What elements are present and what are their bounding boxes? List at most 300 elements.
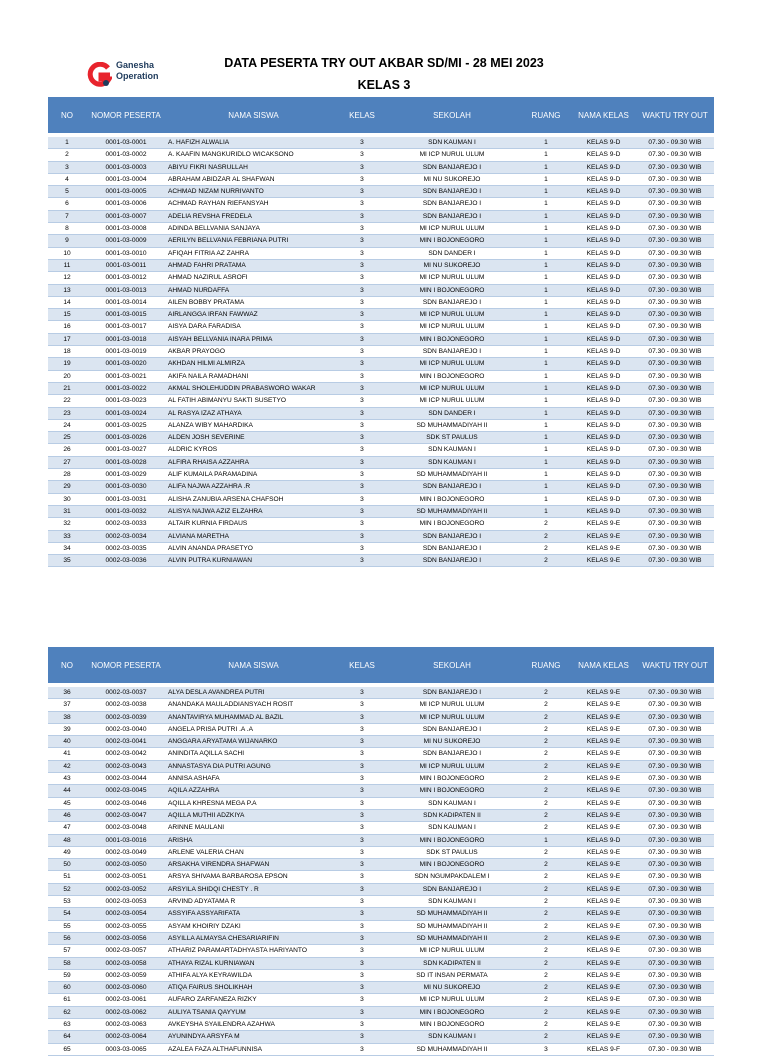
col-nomor-peserta-cell: 0001-03-0027 xyxy=(86,444,166,456)
document-title: DATA PESERTA TRY OUT AKBAR SD/MI - 28 MEI 2023 xyxy=(224,56,544,70)
col-no-cell: 32 xyxy=(48,518,86,530)
col-no-cell: 59 xyxy=(48,969,86,981)
col-waktu-cell: 07.30 - 09.30 WIB xyxy=(636,137,714,149)
col-nama-kelas-cell: KELAS 9-D xyxy=(571,284,636,296)
col-kelas-cell: 3 xyxy=(341,173,383,185)
col-nama-kelas-cell: KELAS 9-E xyxy=(571,920,636,932)
col-nomor-peserta-cell: 0002-03-0038 xyxy=(86,699,166,711)
col-sekolah-cell: SDN BANJAREJO I xyxy=(383,883,521,895)
col-ruang-cell: 2 xyxy=(521,994,571,1006)
col-sekolah-cell: MIN I BOJONEGORO xyxy=(383,1006,521,1018)
col-kelas-cell: 3 xyxy=(341,1043,383,1055)
col-nama-kelas-cell: KELAS 9-D xyxy=(571,321,636,333)
table-row xyxy=(48,395,714,407)
table-row xyxy=(48,542,714,554)
col-nama-siswa-cell: ASYAM KHOIRIY DZAKI xyxy=(166,920,341,932)
col-no-cell: 14 xyxy=(48,296,86,308)
col-kelas-cell: 3 xyxy=(341,235,383,247)
table-row xyxy=(48,846,714,858)
col-ruang-cell: 1 xyxy=(521,505,571,517)
col-nama-siswa-cell: ASSYIFA ASSYARIFATA xyxy=(166,908,341,920)
col-nama-siswa-cell: ALANZA WIBY MAHARDIKA xyxy=(166,419,341,431)
col-waktu-cell: 07.30 - 09.30 WIB xyxy=(636,247,714,259)
table-row xyxy=(48,736,714,748)
col-nama-siswa-cell: ATHAYA RIZAL KURNIAWAN xyxy=(166,957,341,969)
col-waktu-cell: 07.30 - 09.30 WIB xyxy=(636,957,714,969)
col-sekolah-cell: SD MUHAMMADIYAH II xyxy=(383,932,521,944)
col-nomor-peserta-cell: 0002-03-0046 xyxy=(86,797,166,809)
col-ruang-cell: 2 xyxy=(521,518,571,530)
col-nomor-peserta-cell: 0001-03-0022 xyxy=(86,382,166,394)
col-kelas-cell: 3 xyxy=(341,149,383,161)
col-nama-siswa-cell: ANANTAVIRYA MUHAMMAD AL BAZIL xyxy=(166,711,341,723)
col-sekolah-cell: SDN NGUMPAKDALEM I xyxy=(383,871,521,883)
col-nama-kelas-header: NAMA KELAS xyxy=(571,647,636,683)
col-kelas-cell: 3 xyxy=(341,259,383,271)
col-no-cell: 45 xyxy=(48,797,86,809)
col-nama-siswa-header: NAMA SISWA xyxy=(166,97,341,133)
col-nama-siswa-cell: ALIFA NAJWA AZZAHRA .R xyxy=(166,481,341,493)
col-waktu-cell: 07.30 - 09.30 WIB xyxy=(636,945,714,957)
col-waktu-cell: 07.30 - 09.30 WIB xyxy=(636,542,714,554)
table-row xyxy=(48,699,714,711)
col-sekolah-cell: MI NU SUKOREJO xyxy=(383,259,521,271)
col-nama-siswa-cell: AYUNINDYA ARSYFA M xyxy=(166,1031,341,1043)
col-nama-kelas-cell: KELAS 9-E xyxy=(571,748,636,760)
col-no-cell: 34 xyxy=(48,542,86,554)
col-ruang-cell: 1 xyxy=(521,173,571,185)
table-row xyxy=(48,994,714,1006)
col-ruang-cell: 2 xyxy=(521,542,571,554)
col-no-cell: 16 xyxy=(48,321,86,333)
col-no-cell: 47 xyxy=(48,822,86,834)
col-nama-kelas-cell: KELAS 9-E xyxy=(571,1006,636,1018)
col-nomor-peserta-cell: 0001-03-0023 xyxy=(86,395,166,407)
col-nomor-peserta-cell: 0001-03-0025 xyxy=(86,419,166,431)
logo-line1: Ganesha xyxy=(116,60,155,70)
col-nama-siswa-cell: ATIQA FAIRUS SHOLIKHAH xyxy=(166,982,341,994)
col-ruang-cell: 2 xyxy=(521,555,571,567)
col-waktu-cell: 07.30 - 09.30 WIB xyxy=(636,982,714,994)
table-row xyxy=(48,358,714,370)
col-nomor-peserta-cell: 0002-03-0056 xyxy=(86,932,166,944)
col-sekolah-cell: MI ICP NURUL ULUM xyxy=(383,223,521,235)
col-no-cell: 48 xyxy=(48,834,86,846)
col-nama-siswa-cell: ALISHA ZANUBIA ARSENA CHAFSOH xyxy=(166,493,341,505)
col-sekolah-cell: MI ICP NURUL ULUM xyxy=(383,149,521,161)
col-no-cell: 10 xyxy=(48,247,86,259)
table-row xyxy=(48,518,714,530)
col-sekolah-cell: SDN KAUMAN I xyxy=(383,1031,521,1043)
col-sekolah-cell: MI ICP NURUL ULUM xyxy=(383,994,521,1006)
col-nama-kelas-cell: KELAS 9-E xyxy=(571,736,636,748)
col-nomor-peserta-cell: 0002-03-0048 xyxy=(86,822,166,834)
col-waktu-cell: 07.30 - 09.30 WIB xyxy=(636,773,714,785)
col-kelas-cell: 3 xyxy=(341,518,383,530)
col-no-cell: 31 xyxy=(48,505,86,517)
col-no-cell: 6 xyxy=(48,198,86,210)
col-kelas-cell: 3 xyxy=(341,284,383,296)
col-no-cell: 8 xyxy=(48,223,86,235)
col-no-cell: 26 xyxy=(48,444,86,456)
col-sekolah-cell: SD MUHAMMADIYAH II xyxy=(383,469,521,481)
col-waktu-cell: 07.30 - 09.30 WIB xyxy=(636,493,714,505)
col-kelas-cell: 3 xyxy=(341,210,383,222)
col-sekolah-cell: SD MUHAMMADIYAH II xyxy=(383,1043,521,1055)
col-nama-kelas-cell: KELAS 9-E xyxy=(571,699,636,711)
col-sekolah-cell: SDN KADIPATEN II xyxy=(383,957,521,969)
col-kelas-cell: 3 xyxy=(341,137,383,149)
col-kelas-cell: 3 xyxy=(341,699,383,711)
table-row xyxy=(48,711,714,723)
col-kelas-cell: 3 xyxy=(341,419,383,431)
col-nama-kelas-cell: KELAS 9-D xyxy=(571,395,636,407)
col-ruang-cell: 1 xyxy=(521,395,571,407)
col-kelas-cell: 3 xyxy=(341,1006,383,1018)
col-nama-siswa-cell: ANNASTASYA DIA PUTRI AGUNG xyxy=(166,760,341,772)
col-kelas-cell: 3 xyxy=(341,846,383,858)
col-ruang-cell: 2 xyxy=(521,846,571,858)
col-kelas-cell: 3 xyxy=(341,711,383,723)
col-sekolah-cell: MIN I BOJONEGORO xyxy=(383,1019,521,1031)
col-nama-siswa-cell: AILEN BOBBY PRATAMA xyxy=(166,296,341,308)
col-sekolah-cell: MIN I BOJONEGORO xyxy=(383,785,521,797)
col-sekolah-cell: MIN I BOJONEGORO xyxy=(383,834,521,846)
table-row xyxy=(48,1019,714,1031)
col-kelas-header: KELAS xyxy=(341,97,383,133)
col-no-cell: 30 xyxy=(48,493,86,505)
col-nama-siswa-cell: ALVIANA MARETHA xyxy=(166,530,341,542)
col-nomor-peserta-cell: 0001-03-0007 xyxy=(86,210,166,222)
col-sekolah-cell: SDN BANJAREJO I xyxy=(383,542,521,554)
table-row xyxy=(48,186,714,198)
col-waktu-cell: 07.30 - 09.30 WIB xyxy=(636,883,714,895)
col-nama-kelas-cell: KELAS 9-D xyxy=(571,469,636,481)
col-nama-kelas-cell: KELAS 9-E xyxy=(571,711,636,723)
col-nomor-peserta-cell: 0001-03-0005 xyxy=(86,186,166,198)
col-nama-siswa-cell: ALVIN PUTRA KURNIAWAN xyxy=(166,555,341,567)
col-nama-siswa-cell: ANINDITA AQILLA SACHI xyxy=(166,748,341,760)
col-nomor-peserta-cell: 0001-03-0009 xyxy=(86,235,166,247)
col-sekolah-cell: MI ICP NURUL ULUM xyxy=(383,321,521,333)
table-row xyxy=(48,773,714,785)
col-waktu-cell: 07.30 - 09.30 WIB xyxy=(636,822,714,834)
col-nama-siswa-cell: AERILYN BELLVANIA FEBRIANA PUTRI xyxy=(166,235,341,247)
col-nama-kelas-cell: KELAS 9-D xyxy=(571,432,636,444)
col-waktu-cell: 07.30 - 09.30 WIB xyxy=(636,333,714,345)
col-no-cell: 36 xyxy=(48,687,86,699)
col-sekolah-cell: SD MUHAMMADIYAH II xyxy=(383,920,521,932)
col-sekolah-cell: MI ICP NURUL ULUM xyxy=(383,395,521,407)
col-nama-kelas-cell: KELAS 9-D xyxy=(571,247,636,259)
col-waktu-cell: 07.30 - 09.30 WIB xyxy=(636,1043,714,1055)
table-row xyxy=(48,333,714,345)
col-ruang-header: RUANG xyxy=(521,647,571,683)
col-no-cell: 24 xyxy=(48,419,86,431)
col-waktu-cell: 07.30 - 09.30 WIB xyxy=(636,382,714,394)
col-kelas-cell: 3 xyxy=(341,247,383,259)
col-ruang-cell: 1 xyxy=(521,137,571,149)
col-nama-siswa-cell: AIRLANGGA IRFAN FAWWAZ xyxy=(166,309,341,321)
col-waktu-cell: 07.30 - 09.30 WIB xyxy=(636,797,714,809)
col-kelas-cell: 3 xyxy=(341,198,383,210)
col-waktu-cell: 07.30 - 09.30 WIB xyxy=(636,149,714,161)
col-nomor-peserta-cell: 0002-03-0036 xyxy=(86,555,166,567)
col-kelas-cell: 3 xyxy=(341,555,383,567)
col-nama-kelas-cell: KELAS 9-D xyxy=(571,444,636,456)
col-sekolah-cell: MI ICP NURUL ULUM xyxy=(383,945,521,957)
col-waktu-cell: 07.30 - 09.30 WIB xyxy=(636,871,714,883)
col-waktu-header: WAKTU TRY OUT xyxy=(636,97,714,133)
col-nama-kelas-cell: KELAS 9-D xyxy=(571,259,636,271)
col-ruang-cell: 1 xyxy=(521,370,571,382)
col-sekolah-cell: MI NU SUKOREJO xyxy=(383,736,521,748)
col-sekolah-cell: MI ICP NURUL ULUM xyxy=(383,358,521,370)
col-nomor-peserta-cell: 0002-03-0039 xyxy=(86,711,166,723)
col-nomor-peserta-cell: 0001-03-0031 xyxy=(86,493,166,505)
col-ruang-cell: 1 xyxy=(521,358,571,370)
col-waktu-cell: 07.30 - 09.30 WIB xyxy=(636,994,714,1006)
col-nomor-peserta-cell: 0001-03-0003 xyxy=(86,161,166,173)
col-nomor-peserta-cell: 0002-03-0050 xyxy=(86,859,166,871)
col-sekolah-cell: MIN I BOJONEGORO xyxy=(383,333,521,345)
table-row xyxy=(48,687,714,699)
col-no-cell: 20 xyxy=(48,370,86,382)
col-nama-kelas-cell: KELAS 9-D xyxy=(571,407,636,419)
col-sekolah-cell: MIN I BOJONEGORO xyxy=(383,859,521,871)
col-kelas-cell: 3 xyxy=(341,469,383,481)
col-waktu-cell: 07.30 - 09.30 WIB xyxy=(636,284,714,296)
col-nama-siswa-cell: ACHMAD NIZAM NURRIVANTO xyxy=(166,186,341,198)
table-row xyxy=(48,481,714,493)
col-nomor-peserta-cell: 0001-03-0010 xyxy=(86,247,166,259)
table-row xyxy=(48,505,714,517)
col-nama-siswa-cell: ALDEN JOSH SEVERINE xyxy=(166,432,341,444)
table-row xyxy=(48,883,714,895)
col-kelas-cell: 3 xyxy=(341,542,383,554)
col-ruang-cell: 1 xyxy=(521,432,571,444)
col-no-cell: 51 xyxy=(48,871,86,883)
col-nomor-peserta-header: NOMOR PESERTA xyxy=(86,97,166,133)
col-sekolah-cell: MI ICP NURUL ULUM xyxy=(383,699,521,711)
col-kelas-cell: 3 xyxy=(341,883,383,895)
col-nama-kelas-cell: KELAS 9-D xyxy=(571,834,636,846)
col-ruang-cell: 2 xyxy=(521,760,571,772)
col-ruang-cell: 1 xyxy=(521,186,571,198)
col-nama-siswa-cell: AZALEA FAZA ALTHAFUNNISA xyxy=(166,1043,341,1055)
col-waktu-cell: 07.30 - 09.30 WIB xyxy=(636,555,714,567)
col-waktu-cell: 07.30 - 09.30 WIB xyxy=(636,846,714,858)
table-row xyxy=(48,760,714,772)
col-no-cell: 33 xyxy=(48,530,86,542)
col-nama-kelas-cell: KELAS 9-E xyxy=(571,957,636,969)
col-nomor-peserta-cell: 0002-03-0034 xyxy=(86,530,166,542)
col-nama-siswa-cell: ALVIN ANANDA PRASETYO xyxy=(166,542,341,554)
col-ruang-cell: 1 xyxy=(521,296,571,308)
col-no-cell: 3 xyxy=(48,161,86,173)
participant-table-page-2 xyxy=(48,647,714,1056)
col-waktu-cell: 07.30 - 09.30 WIB xyxy=(636,198,714,210)
col-nama-kelas-cell: KELAS 9-D xyxy=(571,382,636,394)
col-ruang-cell: 1 xyxy=(521,149,571,161)
col-kelas-cell: 3 xyxy=(341,932,383,944)
col-ruang-cell: 3 xyxy=(521,1043,571,1055)
col-no-cell: 11 xyxy=(48,259,86,271)
col-waktu-cell: 07.30 - 09.30 WIB xyxy=(636,785,714,797)
col-nama-kelas-cell: KELAS 9-E xyxy=(571,723,636,735)
col-waktu-cell: 07.30 - 09.30 WIB xyxy=(636,419,714,431)
col-kelas-cell: 3 xyxy=(341,444,383,456)
col-kelas-cell: 3 xyxy=(341,945,383,957)
col-nama-siswa-cell: ALFIRA RHAISA AZZAHRA xyxy=(166,456,341,468)
table-row xyxy=(48,444,714,456)
col-kelas-cell: 3 xyxy=(341,969,383,981)
table-row xyxy=(48,908,714,920)
col-sekolah-cell: SDN KAUMAN I xyxy=(383,797,521,809)
table-row xyxy=(48,284,714,296)
col-ruang-cell: 2 xyxy=(521,699,571,711)
col-sekolah-cell: SDN BANJAREJO I xyxy=(383,186,521,198)
col-ruang-cell: 2 xyxy=(521,1006,571,1018)
col-nama-siswa-cell: ADELIA REVSHA FREDELA xyxy=(166,210,341,222)
col-kelas-cell: 3 xyxy=(341,760,383,772)
col-kelas-cell: 3 xyxy=(341,809,383,821)
col-kelas-cell: 3 xyxy=(341,994,383,1006)
col-nama-kelas-cell: KELAS 9-E xyxy=(571,908,636,920)
col-ruang-cell: 1 xyxy=(521,161,571,173)
col-nomor-peserta-cell: 0002-03-0045 xyxy=(86,785,166,797)
col-nama-kelas-cell: KELAS 9-E xyxy=(571,1031,636,1043)
col-nomor-peserta-cell: 0002-03-0059 xyxy=(86,969,166,981)
col-kelas-cell: 3 xyxy=(341,797,383,809)
col-kelas-cell: 3 xyxy=(341,896,383,908)
col-nama-kelas-cell: KELAS 9-E xyxy=(571,1019,636,1031)
col-ruang-cell: 1 xyxy=(521,309,571,321)
col-sekolah-cell: SDN KAUMAN I xyxy=(383,137,521,149)
col-nama-siswa-cell: ADINDA BELLVANIA SANJAYA xyxy=(166,223,341,235)
col-nama-siswa-cell: ARSYA SHIVAMA BARBAROSA EPSON xyxy=(166,871,341,883)
col-no-cell: 56 xyxy=(48,932,86,944)
col-nama-siswa-cell: ARINNE MAULANI xyxy=(166,822,341,834)
col-no-cell: 62 xyxy=(48,1006,86,1018)
table-row xyxy=(48,419,714,431)
col-sekolah-cell: SDK ST PAULUS xyxy=(383,846,521,858)
col-waktu-cell: 07.30 - 09.30 WIB xyxy=(636,760,714,772)
col-nama-kelas-cell: KELAS 9-E xyxy=(571,982,636,994)
col-nama-kelas-cell: KELAS 9-D xyxy=(571,173,636,185)
col-waktu-cell: 07.30 - 09.30 WIB xyxy=(636,321,714,333)
col-no-cell: 9 xyxy=(48,235,86,247)
col-no-cell: 54 xyxy=(48,908,86,920)
col-ruang-cell: 1 xyxy=(521,346,571,358)
col-sekolah-header: SEKOLAH xyxy=(383,647,521,683)
col-ruang-cell: 2 xyxy=(521,809,571,821)
col-ruang-cell: 1 xyxy=(521,259,571,271)
table-row xyxy=(48,235,714,247)
col-waktu-cell: 07.30 - 09.30 WIB xyxy=(636,530,714,542)
table-row xyxy=(48,321,714,333)
col-no-cell: 43 xyxy=(48,773,86,785)
col-nomor-peserta-cell: 0001-03-0015 xyxy=(86,309,166,321)
col-waktu-cell: 07.30 - 09.30 WIB xyxy=(636,687,714,699)
col-waktu-header: WAKTU TRY OUT xyxy=(636,647,714,683)
col-sekolah-cell: SDN BANJAREJO I xyxy=(383,210,521,222)
col-sekolah-header: SEKOLAH xyxy=(383,97,521,133)
col-no-cell: 21 xyxy=(48,382,86,394)
col-kelas-cell: 3 xyxy=(341,223,383,235)
col-nomor-peserta-cell: 0001-03-0001 xyxy=(86,137,166,149)
col-sekolah-cell: MIN I BOJONEGORO xyxy=(383,773,521,785)
col-kelas-cell: 3 xyxy=(341,358,383,370)
col-waktu-cell: 07.30 - 09.30 WIB xyxy=(636,908,714,920)
col-waktu-cell: 07.30 - 09.30 WIB xyxy=(636,186,714,198)
col-ruang-cell: 2 xyxy=(521,797,571,809)
col-nomor-peserta-cell: 0002-03-0042 xyxy=(86,748,166,760)
col-nama-siswa-cell: ANGELA PRISA PUTRI .A .A xyxy=(166,723,341,735)
col-ruang-cell: 1 xyxy=(521,456,571,468)
col-waktu-cell: 07.30 - 09.30 WIB xyxy=(636,210,714,222)
col-waktu-cell: 07.30 - 09.30 WIB xyxy=(636,173,714,185)
col-ruang-cell: 1 xyxy=(521,272,571,284)
col-nama-siswa-cell: AVKEYSHA SYAILENDRA AZAHWA xyxy=(166,1019,341,1031)
col-nomor-peserta-cell: 0001-03-0004 xyxy=(86,173,166,185)
col-ruang-cell: 2 xyxy=(521,1031,571,1043)
col-nama-siswa-cell: ABIYU FIKRI NASRULLAH xyxy=(166,161,341,173)
col-sekolah-cell: SD MUHAMMADIYAH II xyxy=(383,505,521,517)
col-ruang-cell: 2 xyxy=(521,908,571,920)
table-row xyxy=(48,957,714,969)
table-row xyxy=(48,382,714,394)
col-nomor-peserta-cell: 0002-03-0064 xyxy=(86,1031,166,1043)
col-ruang-cell: 2 xyxy=(521,871,571,883)
col-no-cell: 39 xyxy=(48,723,86,735)
col-ruang-header: RUANG xyxy=(521,97,571,133)
col-waktu-cell: 07.30 - 09.30 WIB xyxy=(636,834,714,846)
logo-line2: Operation xyxy=(116,71,159,81)
col-nama-kelas-cell: KELAS 9-E xyxy=(571,846,636,858)
col-ruang-cell: 2 xyxy=(521,969,571,981)
col-kelas-cell: 3 xyxy=(341,530,383,542)
col-nomor-peserta-cell: 0001-03-0032 xyxy=(86,505,166,517)
col-sekolah-cell: SD MUHAMMADIYAH II xyxy=(383,419,521,431)
col-nama-siswa-cell: ARVIND ADYATAMA R xyxy=(166,896,341,908)
col-ruang-cell: 2 xyxy=(521,822,571,834)
col-nama-kelas-cell: KELAS 9-E xyxy=(571,809,636,821)
col-nama-siswa-cell: AISYA DARA FARADISA xyxy=(166,321,341,333)
col-nama-siswa-header: NAMA SISWA xyxy=(166,647,341,683)
col-waktu-cell: 07.30 - 09.30 WIB xyxy=(636,711,714,723)
col-nomor-peserta-cell: 0002-03-0063 xyxy=(86,1019,166,1031)
col-ruang-cell: 1 xyxy=(521,321,571,333)
col-nomor-peserta-cell: 0001-03-0017 xyxy=(86,321,166,333)
col-nomor-peserta-cell: 0002-03-0052 xyxy=(86,883,166,895)
table-row xyxy=(48,210,714,222)
col-nama-kelas-cell: KELAS 9-D xyxy=(571,210,636,222)
col-kelas-cell: 3 xyxy=(341,481,383,493)
table-row xyxy=(48,173,714,185)
col-no-cell: 61 xyxy=(48,994,86,1006)
col-nama-kelas-cell: KELAS 9-D xyxy=(571,296,636,308)
col-nama-kelas-cell: KELAS 9-F xyxy=(571,1043,636,1055)
table-row xyxy=(48,834,714,846)
col-waktu-cell: 07.30 - 09.30 WIB xyxy=(636,736,714,748)
col-waktu-cell: 07.30 - 09.30 WIB xyxy=(636,932,714,944)
col-kelas-cell: 3 xyxy=(341,493,383,505)
col-no-cell: 40 xyxy=(48,736,86,748)
table-row xyxy=(48,493,714,505)
table-row xyxy=(48,407,714,419)
col-nomor-peserta-cell: 0001-03-0011 xyxy=(86,259,166,271)
